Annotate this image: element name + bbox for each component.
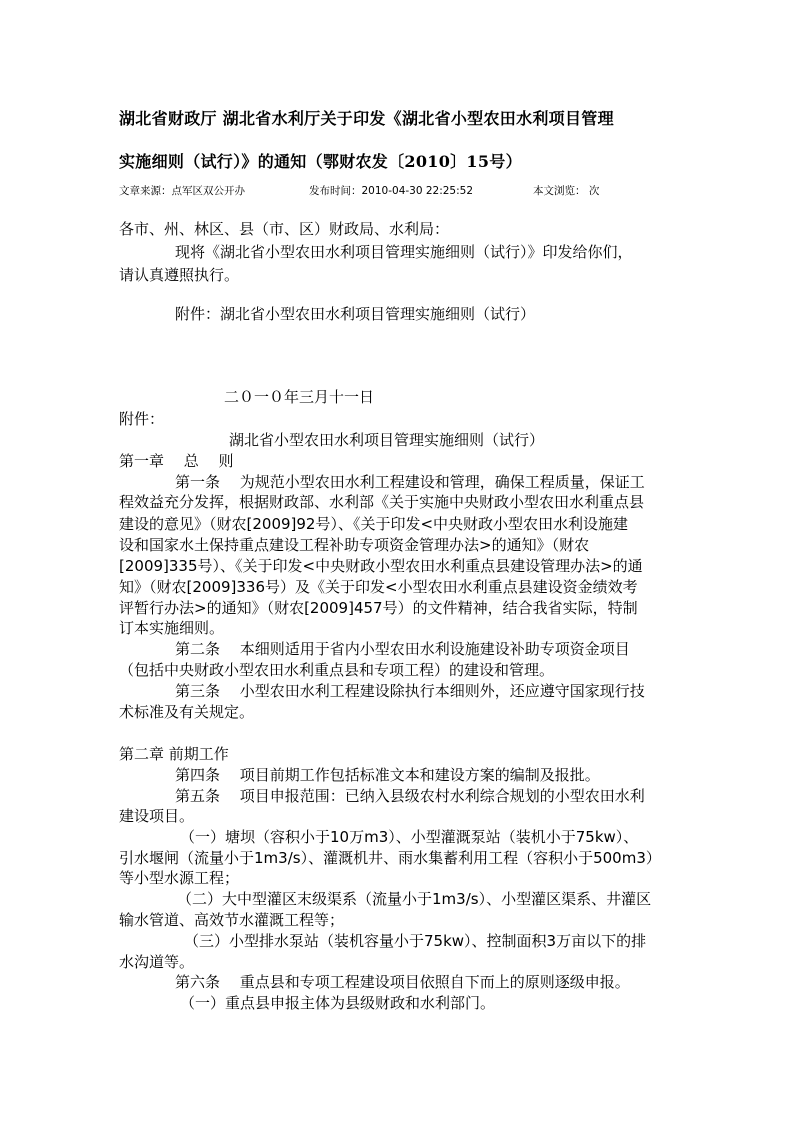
body-line: [2009]335号）、《关于印发<中央财政小型农田水利重点县建设管理办法>的通 <box>119 557 643 575</box>
body-line: 水沟道等。 <box>119 953 195 971</box>
article-source: 文章来源：点军区双公开办 <box>119 185 245 197</box>
body-line: 评暂行办法>的通知》（财农[2009]457号）的文件精神，结合我省实际，特制 <box>119 599 638 617</box>
body-line: 引水堰闸（流量小于1m3/s）、灌溉机井、雨水集蓄利用工程（容积小于500m3） <box>119 849 661 867</box>
body-line: （三）小型排水泵站（装机容量小于75kw）、控制面积3万亩以下的排 <box>184 932 647 950</box>
body-line: 请认真遵照执行。 <box>119 266 240 284</box>
document-title-line-1: 湖北省财政厅 湖北省水利厅关于印发《湖北省小型农田水利项目管理 <box>119 109 614 128</box>
body-line: 设和国家水土保持重点建设工程补助专项资金管理办法>的通知》（财农 <box>119 536 590 554</box>
body-line: （二）大中型灌区末级渠系（流量小于1m3/s）、小型灌区渠系、井灌区 <box>177 890 652 908</box>
body-line: 现将《湖北省小型农田水利项目管理实施细则（试行）》印发给你们， <box>175 243 633 261</box>
publish-time: 发布时间：2010-04-30 22:25:52 <box>309 185 474 197</box>
body-line: 第二条 本细则适用于省内小型农田水利设施建设补助专项资金项目 <box>175 640 630 658</box>
body-line: 湖北省小型农田水利项目管理实施细则（试行） <box>229 431 545 449</box>
chapter-heading: 第一章 总 则 <box>119 452 234 470</box>
body-line: 知》（财农[2009]336号）及《关于印发<小型农田水利重点县建设资金绩效考 <box>119 578 638 596</box>
body-line: 第三条 小型农田水利工程建设除执行本细则外，还应遵守国家现行技 <box>175 682 645 700</box>
body-line: 各市、州、林区、县（市、区）财政局、水利局： <box>119 220 450 238</box>
body-line: （一）塘坝（容积小于10万m3）、小型灌溉泵站（装机小于75kw）、 <box>180 828 639 846</box>
body-line: 第一条 为规范小型农田水利工程建设和管理，确保工程质量，保证工 <box>175 473 645 491</box>
body-line: 建设项目。 <box>119 807 195 825</box>
body-line: 订本实施细则。 <box>119 619 225 637</box>
body-line: （一）重点县申报主体为县级财政和水利部门。 <box>180 994 496 1012</box>
body-line: （包括中央财政小型农田水利重点县和专项工程）的建设和管理。 <box>119 661 555 679</box>
body-line: 第四条 项目前期工作包括标准文本和建设方案的编制及报批。 <box>175 766 600 784</box>
chapter-heading: 第二章 前期工作 <box>119 745 229 763</box>
body-line: 程效益充分发挥，根据财政部、水利部《关于实施中央财政小型农田水利重点县 <box>119 493 645 511</box>
body-line: 二０一０年三月十一日 <box>224 388 375 406</box>
body-line: 第六条 重点县和专项工程建设项目依照自下而上的原则逐级申报。 <box>175 973 630 991</box>
body-line: 等小型水源工程； <box>119 869 240 887</box>
body-line: 第五条 项目申报范围：已纳入县级农村水利综合规划的小型农田水利 <box>175 787 645 805</box>
body-line: 建设的意见》（财农[2009]92号）、《关于印发<中央财政小型农田水利设施建 <box>119 515 629 533</box>
view-count: 本文浏览： 次 <box>533 185 600 197</box>
body-line: 输水管道、高效节水灌溉工程等； <box>119 911 345 929</box>
document-title-line-2: 实施细则（试行）》的通知（鄂财农发〔2010〕15号） <box>119 152 522 171</box>
body-line: 术标准及有关规定。 <box>119 703 255 721</box>
body-line: 附件： <box>119 410 165 428</box>
body-line: 附件：湖北省小型农田水利项目管理实施细则（试行） <box>175 305 536 323</box>
